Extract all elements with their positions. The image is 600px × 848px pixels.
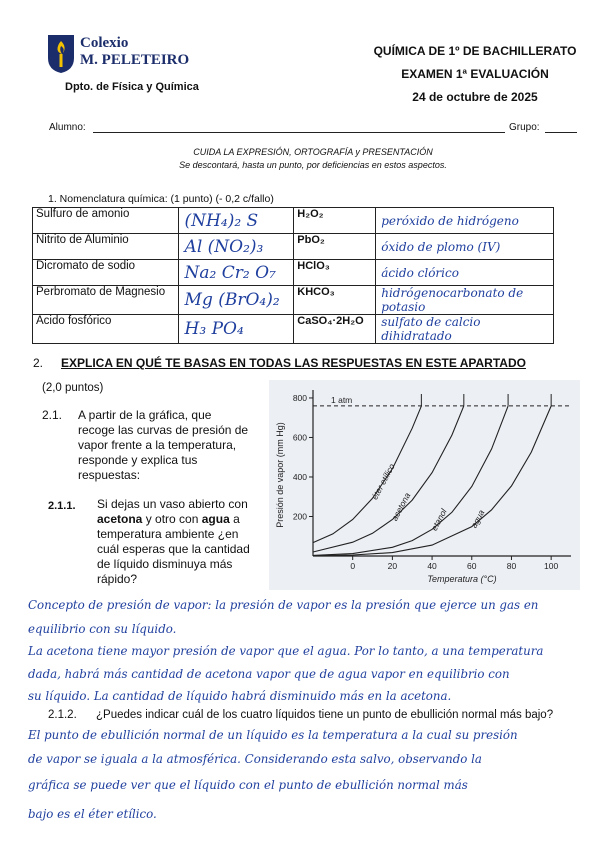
nomenclature-row — [33, 286, 554, 315]
section1-title: 1. Nomenclatura química: (1 punto) (- 0,2 c/fallo) — [48, 193, 274, 205]
answer-formula: Mg (BrO₄)₂ — [178, 286, 294, 315]
y-tick-label: 600 — [292, 432, 307, 443]
answer-2-1-1-line: equilibrio con su líquido. — [28, 622, 177, 636]
compound-name: Sulfuro de amonio — [33, 208, 179, 234]
answer-formula: H₃ PO₄ — [178, 315, 294, 344]
compound-name: Acido fosfórico — [33, 315, 179, 344]
school-name — [80, 35, 189, 69]
nomenclature-row — [33, 260, 554, 286]
y-tick-label: 800 — [292, 392, 307, 403]
student-name-field[interactable] — [93, 132, 505, 133]
answer-2-1-1-line: La acetona tiene mayor presión de vapor que el agua. Por lo tanto, a una temperatura — [28, 644, 544, 658]
question-2-1-1-line: de líquido disminuya más — [97, 557, 233, 571]
question-2-1-1-line2 — [97, 512, 272, 527]
q211-mid: y otro con — [142, 512, 202, 526]
x-tick-label: 80 — [506, 561, 517, 571]
series-label: agua — [468, 508, 487, 530]
compound-formula: PbO₂ — [294, 234, 376, 260]
answer-2-1-1-line: dada, habrá más cantidad de acetona vapor que de agua vapor en equilibrio con — [28, 667, 510, 681]
question-2-1-1-line: temperatura ambiente ¿en — [97, 527, 239, 541]
q211-pre: Si dejas un vaso abierto con — [97, 497, 248, 511]
q211-acetona: acetona — [97, 512, 143, 526]
compound-name: Nitrito de Aluminio — [33, 234, 179, 260]
question-2-1-text — [78, 408, 268, 483]
school-name-line1: Colexio — [80, 35, 129, 51]
answer-2-1-1-line: su líquido. La cantidad de líquido habrá disminuido más en la acetona. — [28, 689, 452, 703]
school-name-line2: M. PELETEIRO — [80, 52, 190, 68]
question-2-1-2-number: 2.1.2. — [48, 709, 77, 721]
exam-date: 24 de octubre de 2025 — [412, 90, 538, 104]
group-field[interactable] — [545, 132, 577, 133]
section2-number: 2. — [33, 356, 44, 370]
x-tick-label: 100 — [544, 561, 559, 571]
nomenclature-table — [32, 207, 554, 344]
answer-formula: Al (NO₂)₃ — [178, 234, 294, 260]
series-label: acetona — [389, 490, 413, 523]
question-2-1-1-line1 — [97, 497, 272, 512]
x-axis-title: Temperatura (°C) — [427, 574, 497, 584]
question-2-1-1-line: cuál esperas que la cantidad — [97, 542, 250, 556]
question-2-1-line: responde y explica tus — [78, 453, 198, 467]
nomenclature-row — [33, 234, 554, 260]
vapor-pressure-chart — [269, 380, 580, 590]
answer-name: ácido clórico — [376, 260, 554, 286]
question-2-1-1-line: rápido? — [97, 572, 138, 586]
y-axis-title: Presión de vapor (mm Hg) — [275, 422, 285, 528]
question-2-1-2-text: ¿Puedes indicar cuál de los cuatro líquidos tiene un punto de ebullición normal más bajo? — [96, 709, 554, 721]
question-2-1-number: 2.1. — [42, 408, 63, 422]
torch-shield-icon — [47, 34, 75, 74]
y-tick-label: 200 — [292, 511, 307, 522]
department: Dpto. de Física y Química — [65, 81, 199, 93]
answer-formula: Na₂ Cr₂ O₇ — [178, 260, 294, 286]
nomenclature-row — [33, 315, 554, 344]
subject-title: QUÍMICA DE 1º DE BACHILLERATO — [373, 44, 577, 58]
question-2-1-line: respuestas: — [78, 468, 141, 482]
answer-2-1-2-line: bajo es el éter etílico. — [28, 807, 157, 821]
notice-line1: CUIDA LA EXPRESIÓN, ORTOGRAFÍA y PRESENTACIÓN — [193, 147, 433, 157]
question-2-1-1-number: 2.1.1. — [48, 500, 76, 512]
vapor-pressure-svg — [269, 380, 580, 590]
question-2-1-line: vapor frente a la temperatura, — [78, 438, 237, 452]
presentation-notice — [0, 146, 600, 172]
answer-formula: (NH₄)₂ S — [178, 208, 294, 234]
student-line — [49, 122, 579, 136]
question-2-1-line: A partir de la gráfica, que — [78, 408, 212, 422]
x-tick-label: 20 — [387, 561, 398, 571]
notice-line2: Se descontará, hasta un punto, por deficiencias en estos aspectos. — [179, 160, 447, 170]
x-tick-label: 40 — [427, 561, 437, 571]
answer-name: sulfato de calcio dihidratado — [376, 315, 554, 344]
compound-formula: KHCO₃ — [294, 286, 376, 315]
x-tick-label: 0 — [350, 561, 356, 571]
exam-header — [370, 40, 580, 109]
series-label: etanol — [429, 507, 449, 533]
section2-points: (2,0 puntos) — [42, 382, 104, 394]
y-tick-label: 400 — [292, 471, 307, 482]
q211-agua: agua — [201, 512, 230, 526]
section2-title: EXPLICA EN QUÉ TE BASAS EN TODAS LAS RESPUESTAS EN ESTE APARTADO — [61, 356, 526, 370]
answer-name: óxido de plomo (IV) — [376, 234, 554, 260]
answer-2-1-1-line: Concepto de presión de vapor: la presión de vapor es la presión que ejerce un gas en — [28, 598, 539, 612]
compound-name: Perbromato de Magnesio — [33, 286, 179, 315]
answer-2-1-2-line: de vapor se iguala a la atmosférica. Considerando esta salvo, observando la — [28, 752, 482, 766]
compound-formula: H₂O₂ — [294, 208, 376, 234]
school-logo — [47, 34, 75, 74]
compound-formula: CaSO₄·2H₂O — [294, 315, 376, 344]
x-tick-label: 60 — [467, 561, 477, 571]
answer-name: peróxido de hidrógeno — [376, 208, 554, 234]
answer-2-1-2-line: gráfica se puede ver que el líquido con el punto de ebullición normal más — [28, 778, 468, 792]
answer-name: hidrógenocarbonato de potasio — [376, 286, 554, 315]
question-2-1-1-text — [97, 497, 272, 587]
compound-name: Dicromato de sodio — [33, 260, 179, 286]
group-label: Grupo: — [509, 122, 540, 133]
nomenclature-row — [33, 208, 554, 234]
student-label: Alumno: — [49, 122, 86, 133]
question-2-1-line: recoge las curvas de presión de — [78, 423, 249, 437]
answer-2-1-2-line: El punto de ebullición normal de un líquido es la temperatura a la cual su presión — [28, 728, 518, 742]
q211-after: a — [229, 512, 240, 526]
exam-title: EXAMEN 1ª EVALUACIÓN — [401, 67, 549, 81]
series-label: éter etílico — [369, 461, 397, 502]
chart-background — [269, 380, 580, 590]
compound-formula: HClO₃ — [294, 260, 376, 286]
reference-line-label: 1 atm — [331, 394, 353, 405]
